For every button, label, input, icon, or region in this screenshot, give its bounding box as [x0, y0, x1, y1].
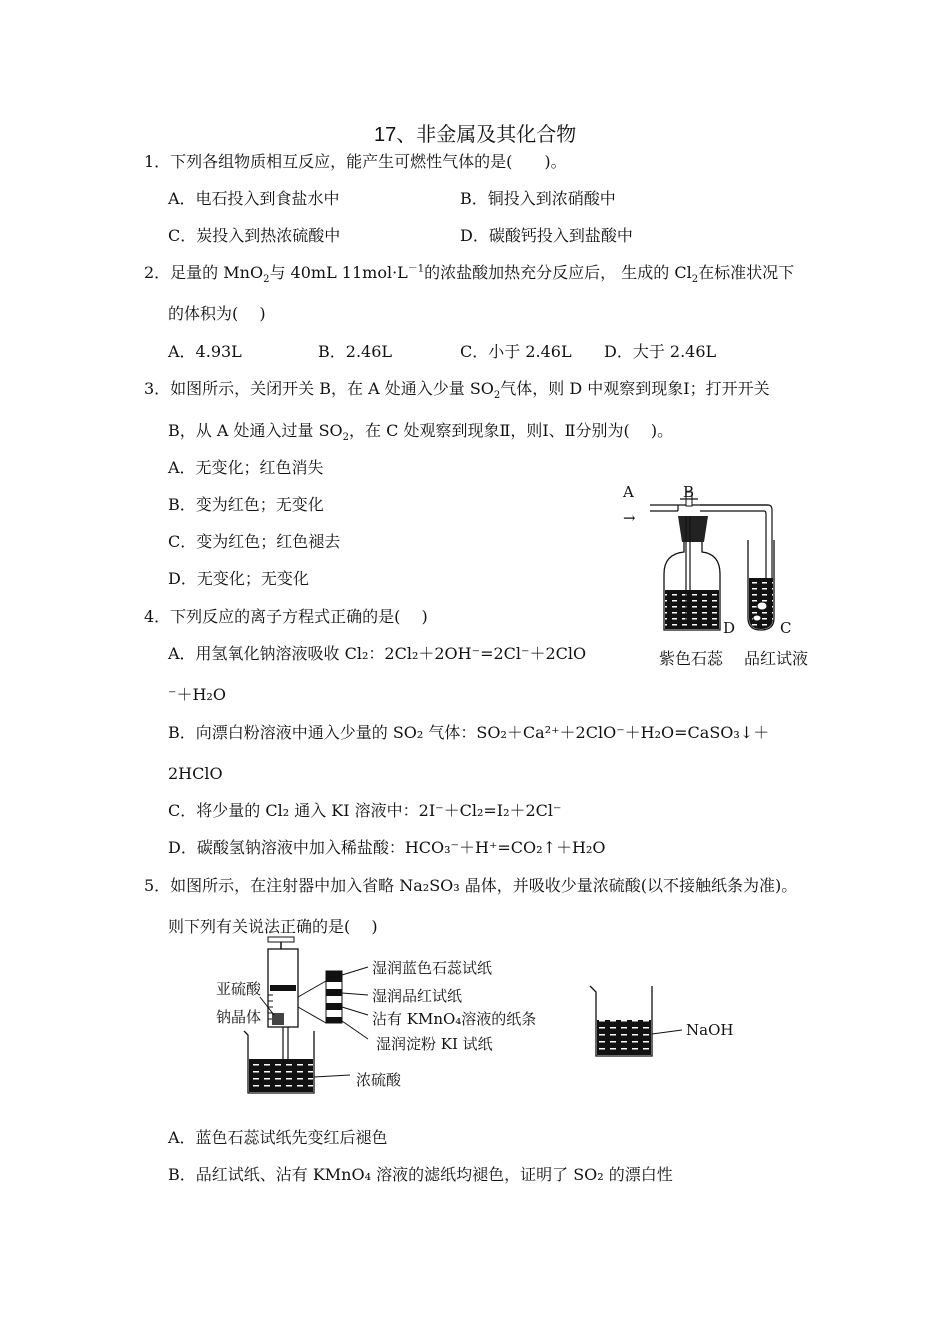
label-paper-ki: 湿润淀粉 KI 试纸 — [376, 1035, 493, 1053]
q1-option-b: B．铜投入到浓硝酸中 — [460, 189, 616, 208]
q1-option-d: D．碳酸钙投入到盐酸中 — [460, 226, 633, 245]
q2-stem-part4: 在标准状况下 — [698, 263, 795, 282]
naoh-liquid — [597, 1020, 651, 1055]
label-acid: 浓硫酸 — [356, 1071, 402, 1089]
q2-stem-line2: 的体积为( ) — [168, 304, 266, 323]
q2-sub-cl: 2 — [691, 274, 699, 286]
q3-line1-part2: 气体，则 D 中观察到现象Ⅰ；打开开关 — [500, 379, 770, 398]
q3-sub1: 2 — [493, 390, 501, 402]
naoh-beaker-figure — [586, 982, 666, 1062]
q2-stem-part2: 与 40mL 11mol·L — [269, 263, 408, 282]
q1-option-c: C．炭投入到热浓硫酸中 — [168, 226, 341, 245]
q5-option-a: A．蓝色石蕊试纸先变红后褪色 — [168, 1128, 388, 1147]
label-a: A — [623, 483, 634, 501]
q4-option-d: D．碳酸氢钠溶液中加入稀盐酸：HCO₃⁻＋H⁺=CO₂↑＋H₂O — [168, 838, 606, 857]
q3-option-a: A．无变化；红色消失 — [168, 458, 324, 477]
label-sulfite-1: 亚硫酸 — [216, 980, 262, 998]
label-c: C — [780, 619, 792, 637]
q3-stem-line2 — [168, 421, 674, 444]
label-paper-kmno4: 沾有 KMnO₄溶液的纸条 — [372, 1010, 537, 1028]
q3-stem-line1 — [144, 379, 770, 402]
q2-option-c: C．小于 2.46L — [460, 342, 572, 361]
q4-option-c: C．将少量的 Cl₂ 通入 KI 溶液中：2I⁻＋Cl₂=I₂＋2Cl⁻ — [168, 801, 562, 820]
q2-option-b: B．2.46L — [318, 342, 393, 361]
q1-option-a: A．电石投入到食盐水中 — [168, 189, 340, 208]
q3-option-d: D．无变化；无变化 — [168, 569, 309, 588]
q4-option-a-cont: ⁻＋H₂O — [168, 685, 226, 704]
q3-option-b: B．变为红色；无变化 — [168, 495, 324, 514]
q2-stem-part1: 2．足量的 MnO — [144, 263, 264, 282]
q5-stem-line1: 5．如图所示，在注射器中加入省略 Na₂SO₃ 晶体，并吸收少量浓硫酸(以不接触纸条为准)。 — [144, 876, 798, 895]
q3-line2-part1: B，从 A 处通入过量 SO — [168, 421, 343, 440]
page-title: 17、非金属及其化合物 — [374, 124, 577, 146]
label-b: B — [683, 483, 695, 501]
q2-option-d: D．大于 2.46L — [604, 342, 717, 361]
q4-option-a: A．用氢氧化钠溶液吸收 Cl₂：2Cl₂＋2OH⁻=2Cl⁻＋2ClO — [168, 644, 587, 663]
label-d: D — [723, 619, 736, 637]
bottle-stopper — [678, 516, 708, 542]
q5-stem-line2: 则下列有关说法正确的是( ) — [168, 917, 378, 936]
q3-sub2: 2 — [342, 432, 350, 444]
label-sulfite-2: 钠晶体 — [216, 1008, 262, 1026]
acid-liquid — [249, 1059, 313, 1092]
arrow-icon: → — [623, 509, 636, 527]
bottle-liquid — [665, 590, 719, 629]
q3-line1-part1: 3．如图所示，关闭开关 B，在 A 处通入少量 SO — [144, 379, 494, 398]
q4-option-b: B．向漂白粉溶液中通入少量的 SO₂ 气体：SO₂＋Ca²⁺＋2ClO⁻＋H₂O=CaSO₃↓＋ — [168, 723, 770, 742]
label-paper-litmus: 湿润蓝色石蕊试纸 — [372, 959, 493, 977]
label-naoh: NaOH — [686, 1021, 734, 1039]
q3-line2-part2: ，在 C 处观察到现象Ⅱ，则Ⅰ、Ⅱ分别为( )。 — [349, 421, 674, 440]
q2-option-a: A．4.93L — [168, 342, 242, 361]
q3-option-c: C．变为红色；红色褪去 — [168, 532, 341, 551]
caption-d: 紫色石蕊 — [659, 649, 724, 668]
q4-option-b-cont: 2HClO — [168, 764, 223, 783]
q1-stem: 1．下列各组物质相互反应，能产生可燃性气体的是( )。 — [144, 152, 567, 171]
q2-stem-part3: 的浓盐酸加热充分反应后， 生成的 Cl — [424, 263, 692, 282]
q2-sub: 2 — [263, 274, 270, 286]
caption-c: 品红试液 — [744, 649, 809, 668]
syringe-handle — [268, 937, 294, 942]
q2-stem — [144, 263, 795, 286]
q5-option-b: B．品红试纸、沾有 KMnO₄ 溶液的滤纸均褪色，证明了 SO₂ 的漂白性 — [168, 1165, 673, 1184]
q2-sup: －1 — [407, 263, 425, 275]
q4-stem: 4．下列反应的离子方程式正确的是( ) — [144, 607, 428, 626]
label-paper-magenta: 湿润品红试纸 — [372, 987, 463, 1005]
